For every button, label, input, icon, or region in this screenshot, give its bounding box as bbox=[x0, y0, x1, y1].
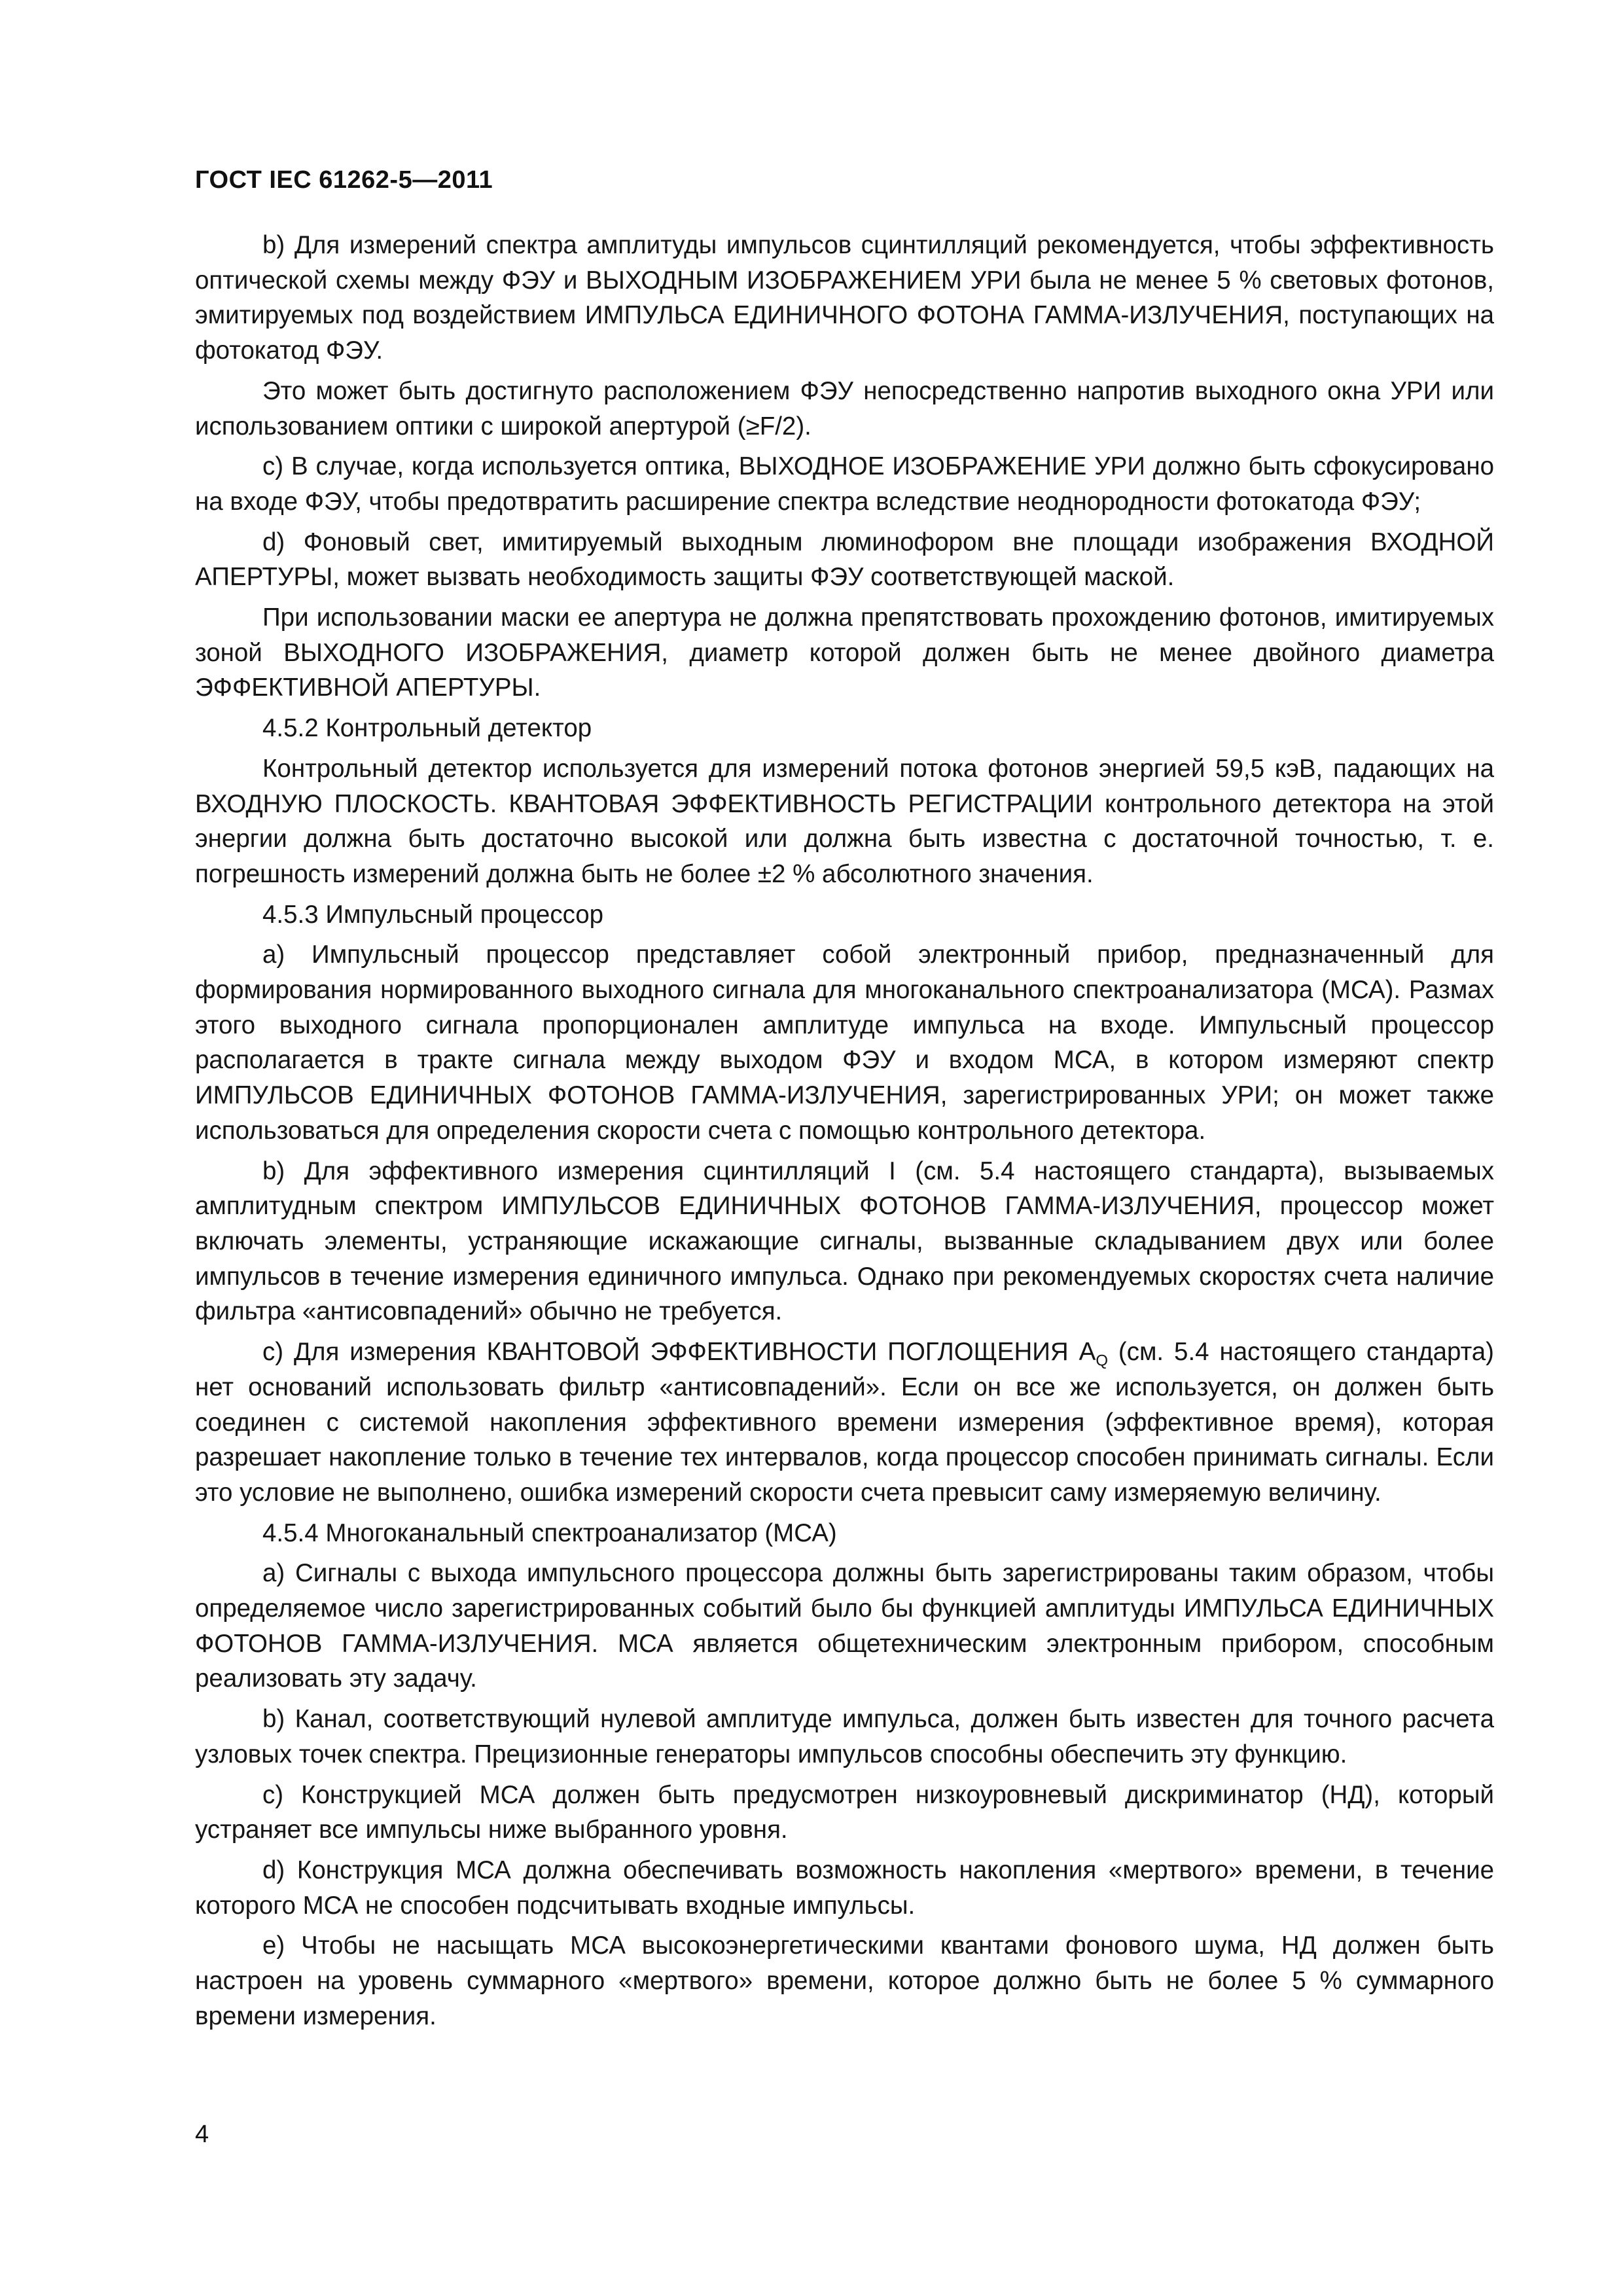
paragraph-4-5-4-c: c) Конструкцией МСА должен быть предусмотрен низкоуровневый дискриминатор (НД), который устраняет все импульсы ниже выбранного уровня. bbox=[195, 1780, 1494, 1844]
paragraph-4-5-3-c-start: c) Для измерения КВАНТОВОЙ ЭФФЕКТИВНОСТИ ПОГЛОЩЕНИЯ A bbox=[262, 1338, 1096, 1367]
section-heading-4-5-4: 4.5.4 Многоканальный спектроанализатор (МСА) bbox=[262, 1518, 837, 1547]
paragraph-4-5-1-b: b) Для измерений спектра амплитуды импульсов сцинтилляций рекомендуется, чтобы эффективность оптической схемы между ФЭУ и ВЫХОДНЫМ ИЗОБРАЖЕНИЕМ УРИ была не менее 5 % световых фотонов, эмитируемых под воздействием ИМПУЛЬСА ЕДИНИЧНОГО ФОТОНА ГАММА-ИЗЛУЧЕНИЯ, поступающих на фотокатод ФЭУ. bbox=[195, 231, 1494, 365]
paragraph-4-5-4-e: e) Чтобы не насыщать МСА высокоэнергетическими квантами фонового шума, НД должен быть настроен на уровень суммарного «мертвого» времени, которое должно быть не более 5 % суммарного времени измерения. bbox=[195, 1931, 1494, 2030]
page-number: 4 bbox=[195, 2121, 209, 2148]
paragraph-4-5-4-d: d) Конструкция МСА должна обеспечивать возможность накопления «мертвого» времени, в течение которого МСА не способен подсчитывать входные импульсы. bbox=[195, 1856, 1494, 1920]
document-body bbox=[195, 228, 1494, 2039]
paragraph-4-5-1-d: d) Фоновый свет, имитируемый выходным люминофором вне площади изображения ВХОДНОЙ АПЕРТУРЫ, может вызвать необходимость защиты ФЭУ соответствующей маской. bbox=[195, 528, 1494, 592]
paragraph-4-5-3-b: b) Для эффективного измерения сцинтилляций I (см. 5.4 настоящего стандарта), вызываемых амплитудным спектром ИМПУЛЬСОВ ЕДИНИЧНЫХ ФОТОНОВ ГАММА-ИЗЛУЧЕНИЯ, процессор может включать элементы, устраняющие искажающие сигналы, вызванные складыванием двух или более импульсов в течение измерения единичного импульса. Однако при рекомендуемых скоростях счета наличие фильтра «антисовпадений» обычно не требуется. bbox=[195, 1157, 1494, 1326]
paragraph-4-5-4-b: b) Канал, соответствующий нулевой амплитуде импульса, должен быть известен для точного расчета узловых точек спектра. Прецизионные генераторы импульсов способны обеспечить эту функцию. bbox=[195, 1705, 1494, 1768]
paragraph-4-5-4-a: a) Сигналы с выхода импульсного процессора должны быть зарегистрированы таким образом, чтобы определяемое число зарегистрированных событий было бы функцией амплитуды ИМПУЛЬСА ЕДИНИЧНЫХ ФОТОНОВ ГАММА-ИЗЛУЧЕНИЯ. МСА является общетехническим электронным прибором, способным реализовать эту задачу. bbox=[195, 1559, 1494, 1693]
section-heading-4-5-3: 4.5.3 Импульсный процессор bbox=[262, 900, 604, 929]
paragraph-reference-detector: Контрольный детектор используется для измерений потока фотонов энергией 59,5 кэВ, падающих на ВХОДНУЮ ПЛОСКОСТЬ. КВАНТОВАЯ ЭФФЕКТИВНОСТЬ РЕГИСТРАЦИИ контрольного детектора на этой энергии должна быть достаточно высокой или должна быть известна с достаточной точностью, т. е. погрешность измерений должна быть не более ±2 % абсолютного значения. bbox=[195, 754, 1494, 888]
paragraph-4-5-3-c bbox=[195, 1335, 1494, 1511]
document-header: ГОСТ IEC 61262-5—2011 bbox=[195, 166, 493, 194]
paragraph-mask: При использовании маски ее апертура не должна препятствовать прохождению фотонов, имитируемых зоной ВЫХОДНОГО ИЗОБРАЖЕНИЯ, диаметр которой должен быть не менее двойного диаметра ЭФФЕКТИВНОЙ АПЕРТУРЫ. bbox=[195, 603, 1494, 702]
paragraph-4-5-3-a: a) Импульсный процессор представляет собой электронный прибор, предназначенный для формирования нормированного выходного сигнала для многоканального спектроанализатора (МСА). Размах этого выходного сигнала пропорционален амплитуде импульса на входе. Импульсный процессор располагается в тракте сигнала между выходом ФЭУ и входом МСА, в котором измеряют спектр ИМПУЛЬСОВ ЕДИНИЧНЫХ ФОТОНОВ ГАММА-ИЗЛУЧЕНИЯ, зарегистрированных УРИ; он может также использоваться для определения скорости счета с помощью контрольного детектора. bbox=[195, 941, 1494, 1145]
subscript-q: Q bbox=[1096, 1352, 1108, 1370]
section-heading-4-5-2: 4.5.2 Контрольный детектор bbox=[262, 714, 592, 743]
paragraph-pmt-placement: Это может быть достигнуто расположением ФЭУ непосредственно напротив выходного окна УРИ или использованием оптики с широкой апертурой (≥F/2). bbox=[195, 376, 1494, 440]
paragraph-4-5-3-c-rest: (см. 5.4 настоящего стандарта) нет оснований использовать фильтр «антисовпадений». Если он все же используется, он должен быть соединен с системой накопления эффективного времени измерения (эффективное время), которая разрешает накопление только в течение тех интервалов, когда процессор способен принимать сигналы. Если это условие не выполнено, ошибка измерений скорости счета превысит саму измеряемую величину. bbox=[195, 1338, 1494, 1507]
paragraph-4-5-1-c: c) В случае, когда используется оптика, ВЫХОДНОЕ ИЗОБРАЖЕНИЕ УРИ должно быть сфокусировано на входе ФЭУ, чтобы предотвратить расширение спектра вследствие неоднородности фотокатода ФЭУ; bbox=[195, 452, 1494, 516]
